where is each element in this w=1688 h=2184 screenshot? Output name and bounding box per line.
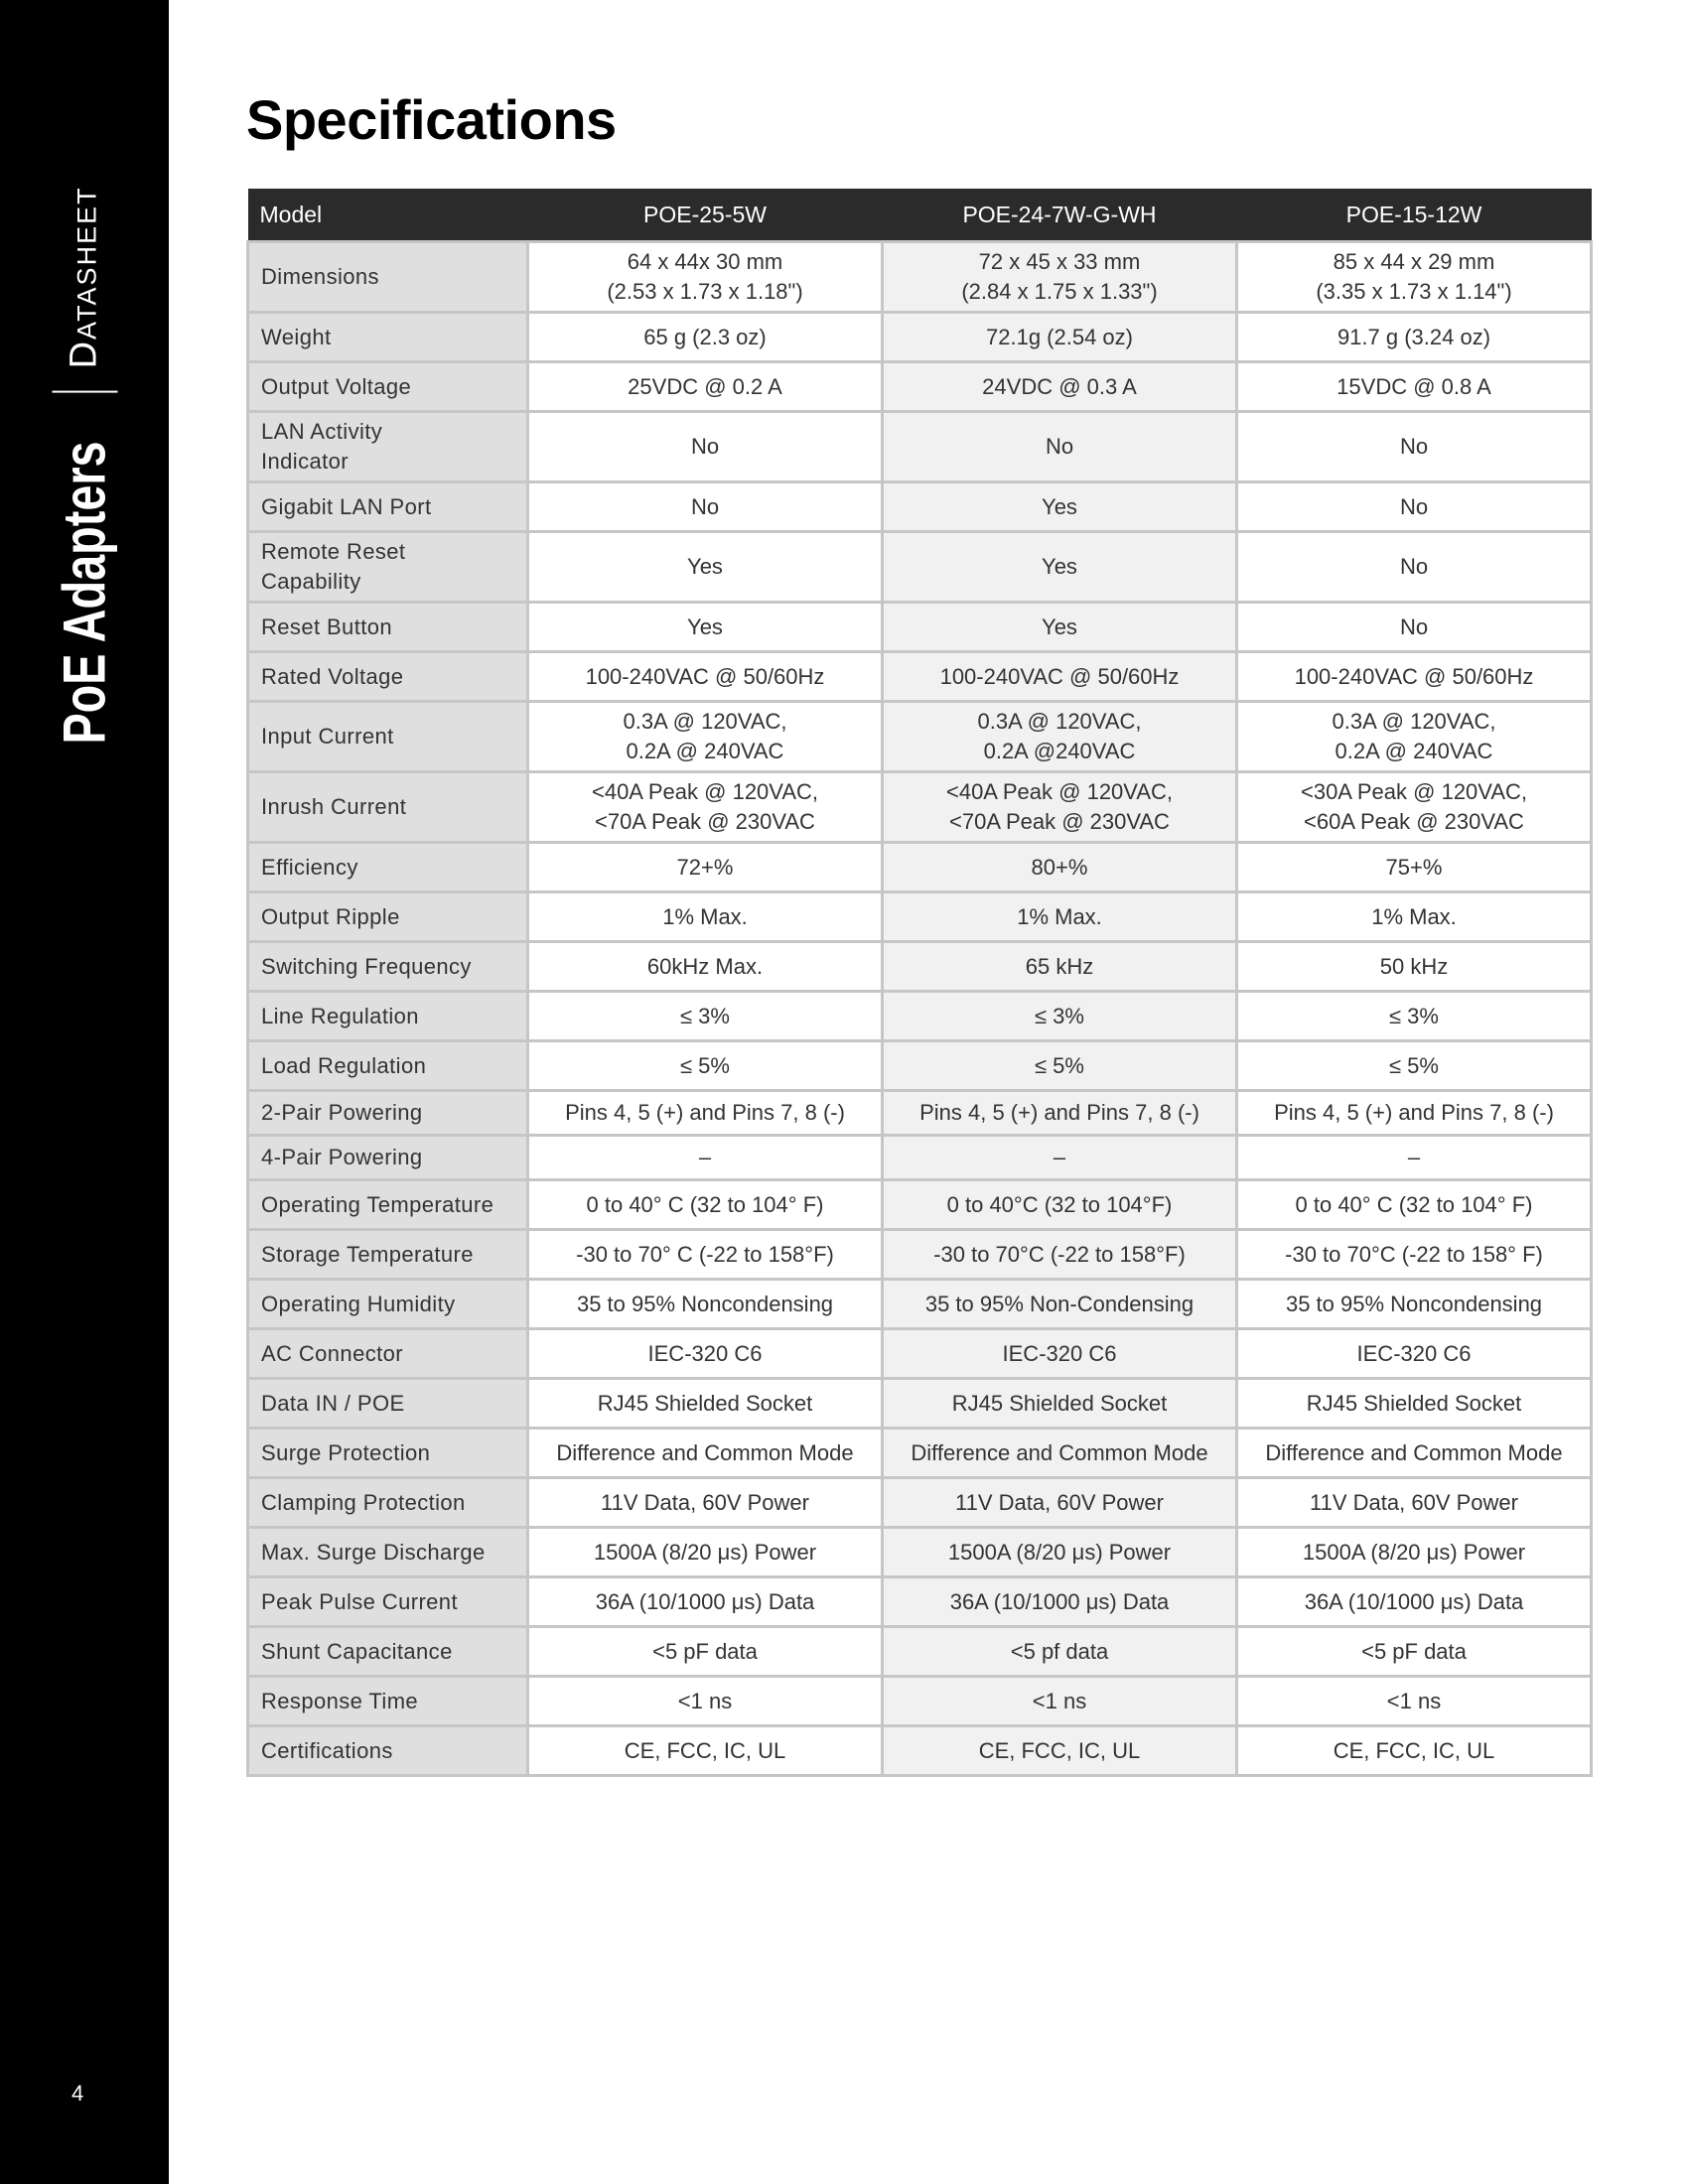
- row-label: Shunt Capacitance: [248, 1627, 528, 1677]
- table-row: [248, 942, 1592, 992]
- spec-value-cell: ≤ 3%: [1237, 992, 1592, 1041]
- table-row: [248, 1379, 1592, 1429]
- spec-value-cell: 50 kHz: [1237, 942, 1592, 992]
- table-row: [248, 1429, 1592, 1478]
- spec-value-cell: 36A (10/1000 μs) Data: [1237, 1577, 1592, 1627]
- spec-value-cell: 1% Max.: [883, 892, 1237, 942]
- spec-value-cell: 35 to 95% Non-Condensing: [883, 1280, 1237, 1329]
- spec-value-cell: 65 g (2.3 oz): [528, 313, 883, 362]
- row-label: Certifications: [248, 1726, 528, 1776]
- spec-value-cell: ≤ 5%: [1237, 1041, 1592, 1091]
- spec-value-cell: 85 x 44 x 29 mm (3.35 x 1.73 x 1.14"): [1237, 242, 1592, 313]
- spec-value-cell: No: [528, 412, 883, 482]
- table-row: [248, 1528, 1592, 1577]
- spec-value-cell: RJ45 Shielded Socket: [528, 1379, 883, 1429]
- row-label: Clamping Protection: [248, 1478, 528, 1528]
- table-body: [248, 242, 1592, 1776]
- table-row: [248, 1280, 1592, 1329]
- spec-value-cell: 72 x 45 x 33 mm (2.84 x 1.75 x 1.33"): [883, 242, 1237, 313]
- spec-value-cell: IEC-320 C6: [883, 1329, 1237, 1379]
- spec-value-cell: Yes: [883, 482, 1237, 532]
- table-row: [248, 1726, 1592, 1776]
- table-row: [248, 702, 1592, 772]
- row-label: 2-Pair Powering: [248, 1091, 528, 1136]
- spec-value-cell: ≤ 3%: [528, 992, 883, 1041]
- spec-value-cell: -30 to 70°C (-22 to 158° F): [1237, 1230, 1592, 1280]
- sidebar: [0, 0, 169, 2184]
- spec-value-cell: 100-240VAC @ 50/60Hz: [1237, 652, 1592, 702]
- table-row: [248, 1478, 1592, 1528]
- spec-value-cell: 35 to 95% Noncondensing: [528, 1280, 883, 1329]
- row-label: Remote Reset Capability: [248, 532, 528, 603]
- spec-value-cell: CE, FCC, IC, UL: [528, 1726, 883, 1776]
- row-label: Switching Frequency: [248, 942, 528, 992]
- spec-value-cell: CE, FCC, IC, UL: [883, 1726, 1237, 1776]
- header-model-label: Model: [248, 189, 528, 242]
- spec-value-cell: 72.1g (2.54 oz): [883, 313, 1237, 362]
- spec-value-cell: RJ45 Shielded Socket: [1237, 1379, 1592, 1429]
- table-row: [248, 1329, 1592, 1379]
- spec-value-cell: ≤ 3%: [883, 992, 1237, 1041]
- specifications-table: [246, 189, 1593, 1777]
- spec-value-cell: 1% Max.: [528, 892, 883, 942]
- row-label: Operating Temperature: [248, 1180, 528, 1230]
- row-label: 4-Pair Powering: [248, 1136, 528, 1180]
- spec-value-cell: 1500A (8/20 μs) Power: [528, 1528, 883, 1577]
- row-label: AC Connector: [248, 1329, 528, 1379]
- table-row: [248, 362, 1592, 412]
- table-row: [248, 1677, 1592, 1726]
- row-label: Input Current: [248, 702, 528, 772]
- row-label: Reset Button: [248, 603, 528, 652]
- spec-value-cell: No: [1237, 412, 1592, 482]
- table-row: [248, 992, 1592, 1041]
- spec-value-cell: 64 x 44x 30 mm (2.53 x 1.73 x 1.18"): [528, 242, 883, 313]
- spec-value-cell: -30 to 70°C (-22 to 158°F): [883, 1230, 1237, 1280]
- spec-value-cell: 60kHz Max.: [528, 942, 883, 992]
- page-number: 4: [71, 2081, 84, 2106]
- table-row: [248, 1230, 1592, 1280]
- spec-value-cell: No: [883, 412, 1237, 482]
- spec-value-cell: <5 pF data: [1237, 1627, 1592, 1677]
- row-label: Surge Protection: [248, 1429, 528, 1478]
- table-row: [248, 843, 1592, 892]
- spec-value-cell: CE, FCC, IC, UL: [1237, 1726, 1592, 1776]
- spec-value-cell: <1 ns: [1237, 1677, 1592, 1726]
- table-row: [248, 1136, 1592, 1180]
- header-model-name: POE-24-7W-G-WH: [883, 189, 1237, 242]
- spec-value-cell: 11V Data, 60V Power: [883, 1478, 1237, 1528]
- spec-value-cell: Yes: [528, 603, 883, 652]
- spec-value-cell: 1500A (8/20 μs) Power: [1237, 1528, 1592, 1577]
- spec-value-cell: ≤ 5%: [528, 1041, 883, 1091]
- row-label: Storage Temperature: [248, 1230, 528, 1280]
- table-row: [248, 482, 1592, 532]
- spec-value-cell: IEC-320 C6: [528, 1329, 883, 1379]
- row-label: LAN Activity Indicator: [248, 412, 528, 482]
- document-type-label: Datasheet: [63, 186, 105, 369]
- row-label: Rated Voltage: [248, 652, 528, 702]
- spec-value-cell: 75+%: [1237, 843, 1592, 892]
- spec-value-cell: 0 to 40° C (32 to 104° F): [528, 1180, 883, 1230]
- table-row: [248, 772, 1592, 843]
- spec-value-cell: 24VDC @ 0.3 A: [883, 362, 1237, 412]
- row-label: Line Regulation: [248, 992, 528, 1041]
- row-label: Gigabit LAN Port: [248, 482, 528, 532]
- row-label: Data IN / POE: [248, 1379, 528, 1429]
- table-row: [248, 1627, 1592, 1677]
- spec-value-cell: 11V Data, 60V Power: [528, 1478, 883, 1528]
- spec-value-cell: 0.3A @ 120VAC, 0.2A @ 240VAC: [1237, 702, 1592, 772]
- row-label: Peak Pulse Current: [248, 1577, 528, 1627]
- row-label: Efficiency: [248, 843, 528, 892]
- row-label: Weight: [248, 313, 528, 362]
- spec-value-cell: No: [1237, 603, 1592, 652]
- spec-value-cell: Difference and Common Mode: [1237, 1429, 1592, 1478]
- spec-value-cell: 0.3A @ 120VAC, 0.2A @240VAC: [883, 702, 1237, 772]
- table-row: [248, 603, 1592, 652]
- table-row: [248, 412, 1592, 482]
- spec-value-cell: Difference and Common Mode: [883, 1429, 1237, 1478]
- spec-value-cell: 100-240VAC @ 50/60Hz: [883, 652, 1237, 702]
- spec-value-cell: –: [883, 1136, 1237, 1180]
- spec-value-cell: 35 to 95% Noncondensing: [1237, 1280, 1592, 1329]
- spec-value-cell: RJ45 Shielded Socket: [883, 1379, 1237, 1429]
- spec-value-cell: ≤ 5%: [883, 1041, 1237, 1091]
- table-row: [248, 1180, 1592, 1230]
- spec-value-cell: 72+%: [528, 843, 883, 892]
- sidebar-divider: [52, 390, 117, 392]
- table-row: [248, 313, 1592, 362]
- table-header-row: [248, 189, 1592, 242]
- spec-value-cell: <40A Peak @ 120VAC, <70A Peak @ 230VAC: [528, 772, 883, 843]
- spec-value-cell: Difference and Common Mode: [528, 1429, 883, 1478]
- spec-value-cell: <40A Peak @ 120VAC, <70A Peak @ 230VAC: [883, 772, 1237, 843]
- spec-value-cell: 1500A (8/20 μs) Power: [883, 1528, 1237, 1577]
- table-row: [248, 1577, 1592, 1627]
- header-model-name: POE-15-12W: [1237, 189, 1592, 242]
- spec-value-cell: Yes: [528, 532, 883, 603]
- spec-value-cell: <1 ns: [883, 1677, 1237, 1726]
- spec-value-cell: –: [528, 1136, 883, 1180]
- page-title: Specifications: [246, 88, 617, 151]
- row-label: Operating Humidity: [248, 1280, 528, 1329]
- table-row: [248, 652, 1592, 702]
- spec-value-cell: 100-240VAC @ 50/60Hz: [528, 652, 883, 702]
- spec-value-cell: 80+%: [883, 843, 1237, 892]
- spec-value-cell: –: [1237, 1136, 1592, 1180]
- sidebar-title-block: [51, 186, 119, 786]
- spec-value-cell: <30A Peak @ 120VAC, <60A Peak @ 230VAC: [1237, 772, 1592, 843]
- table-row: [248, 1091, 1592, 1136]
- spec-value-cell: 0 to 40° C (32 to 104° F): [1237, 1180, 1592, 1230]
- row-label: Output Voltage: [248, 362, 528, 412]
- spec-value-cell: Pins 4, 5 (+) and Pins 7, 8 (-): [1237, 1091, 1592, 1136]
- spec-value-cell: No: [1237, 482, 1592, 532]
- spec-value-cell: 1% Max.: [1237, 892, 1592, 942]
- spec-value-cell: Yes: [883, 603, 1237, 652]
- table-row: [248, 532, 1592, 603]
- spec-value-cell: <1 ns: [528, 1677, 883, 1726]
- spec-value-cell: <5 pF data: [528, 1627, 883, 1677]
- spec-value-cell: 11V Data, 60V Power: [1237, 1478, 1592, 1528]
- spec-value-cell: 91.7 g (3.24 oz): [1237, 313, 1592, 362]
- spec-value-cell: -30 to 70° C (-22 to 158°F): [528, 1230, 883, 1280]
- row-label: Response Time: [248, 1677, 528, 1726]
- row-label: Output Ripple: [248, 892, 528, 942]
- spec-value-cell: 25VDC @ 0.2 A: [528, 362, 883, 412]
- spec-value-cell: 65 kHz: [883, 942, 1237, 992]
- table-row: [248, 892, 1592, 942]
- row-label: Load Regulation: [248, 1041, 528, 1091]
- product-title: PoE Adapters: [51, 441, 118, 745]
- spec-value-cell: 36A (10/1000 μs) Data: [883, 1577, 1237, 1627]
- spec-value-cell: No: [1237, 532, 1592, 603]
- header-model-name: POE-25-5W: [528, 189, 883, 242]
- table-row: [248, 1041, 1592, 1091]
- spec-value-cell: Pins 4, 5 (+) and Pins 7, 8 (-): [528, 1091, 883, 1136]
- spec-value-cell: <5 pf data: [883, 1627, 1237, 1677]
- spec-value-cell: 0 to 40°C (32 to 104°F): [883, 1180, 1237, 1230]
- spec-value-cell: 0.3A @ 120VAC, 0.2A @ 240VAC: [528, 702, 883, 772]
- spec-value-cell: 36A (10/1000 μs) Data: [528, 1577, 883, 1627]
- spec-value-cell: Yes: [883, 532, 1237, 603]
- table-row: [248, 242, 1592, 313]
- spec-value-cell: Pins 4, 5 (+) and Pins 7, 8 (-): [883, 1091, 1237, 1136]
- spec-value-cell: No: [528, 482, 883, 532]
- row-label: Dimensions: [248, 242, 528, 313]
- spec-value-cell: IEC-320 C6: [1237, 1329, 1592, 1379]
- row-label: Inrush Current: [248, 772, 528, 843]
- row-label: Max. Surge Discharge: [248, 1528, 528, 1577]
- spec-value-cell: 15VDC @ 0.8 A: [1237, 362, 1592, 412]
